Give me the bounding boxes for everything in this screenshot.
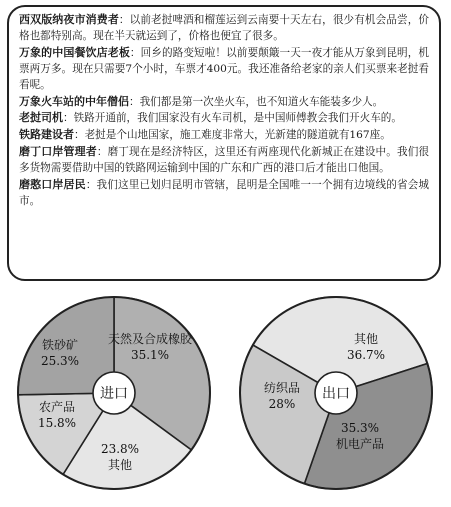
pie-charts-svg xyxy=(0,285,451,503)
pie-slice-value: 23.8% xyxy=(100,442,140,456)
pie-center-label: 出口 xyxy=(322,386,350,402)
pie-slice-value: 36.7% xyxy=(346,348,386,362)
pie-slice-value: 25.3% xyxy=(40,354,80,368)
quote-entry-night-market-consumer xyxy=(19,12,429,45)
pie-slice-name: 农产品 xyxy=(38,400,76,414)
pie-slice-name: 其他 xyxy=(353,332,379,346)
quote-text: ：老挝是个山地国家，施工难度非常大，光新建的隧道就有167座。 xyxy=(74,129,391,142)
speaker-label: 磨憨口岸居民 xyxy=(19,178,86,192)
import-pie-chart xyxy=(18,297,210,489)
speaker-label: 磨丁口岸管理者 xyxy=(19,145,97,159)
pie-charts-area xyxy=(0,285,451,503)
pie-slice-name: 其他 xyxy=(107,458,133,472)
pie-slice-value: 28% xyxy=(268,397,296,411)
export-pie-chart xyxy=(240,297,432,489)
quote-text: ：我们都是第一次坐火车，也不知道火车能装多少人。 xyxy=(129,95,384,108)
speaker-label: 西双版纳夜市消费者 xyxy=(19,13,119,26)
pie-center-label: 进口 xyxy=(100,386,128,402)
speaker-label: 万象的中国餐饮店老板 xyxy=(19,45,130,59)
speaker-label: 铁路建设者 xyxy=(19,128,74,142)
quote-entry-boten-manager xyxy=(19,144,429,177)
quote-box xyxy=(7,5,441,281)
quote-text: ：我们这里已划归昆明市管辖，昆明是全国唯一一个拥有边境线的省会城市。 xyxy=(19,179,429,207)
quote-entry-laos-driver xyxy=(19,110,429,127)
quote-entry-railway-builder xyxy=(19,127,429,144)
pie-slice-value: 35.3% xyxy=(340,421,380,435)
quote-entry-restaurant-owner xyxy=(19,45,429,94)
pie-slice-value: 35.1% xyxy=(130,348,170,362)
quote-text: ：磨丁现在是经济特区，这里还有两座现代化新城正在建设中。我们很多货物需要借助中国的铁路网运输到中国的广东和广西的港口后才能出口他国。 xyxy=(19,146,430,175)
quote-text: ：以前老挝啤酒和榴莲运到云南要十天左右，很少有机会品尝，价格也都特别高。现在半天就运到了，价格也便宜了很多。 xyxy=(19,14,429,42)
quote-entry-mohan-resident xyxy=(19,177,429,210)
pie-slice-name: 机电产品 xyxy=(335,437,385,451)
pie-slice-name: 纺织品 xyxy=(263,381,301,395)
pie-slice-name: 铁砂矿 xyxy=(41,338,79,352)
speaker-label: 老挝司机 xyxy=(19,111,63,125)
pie-slice-value: 15.8% xyxy=(37,416,77,430)
pie-slice-name: 天然及合成橡胶 xyxy=(107,332,193,346)
quote-entry-monk xyxy=(19,94,429,111)
quote-text: ：铁路开通前，我们国家没有火车司机，是中国师傅教会我们开火车的。 xyxy=(63,112,402,125)
speaker-label: 万象火车站的中年僧侣 xyxy=(19,94,129,108)
quote-text: ：回乡的路变短啦！以前要颠簸一天一夜才能从万象到昆明，机票两万多。现在只需要7个小时，车票才400元。我还准备给老家的亲人们买票来老挝看看呢。 xyxy=(19,46,430,91)
